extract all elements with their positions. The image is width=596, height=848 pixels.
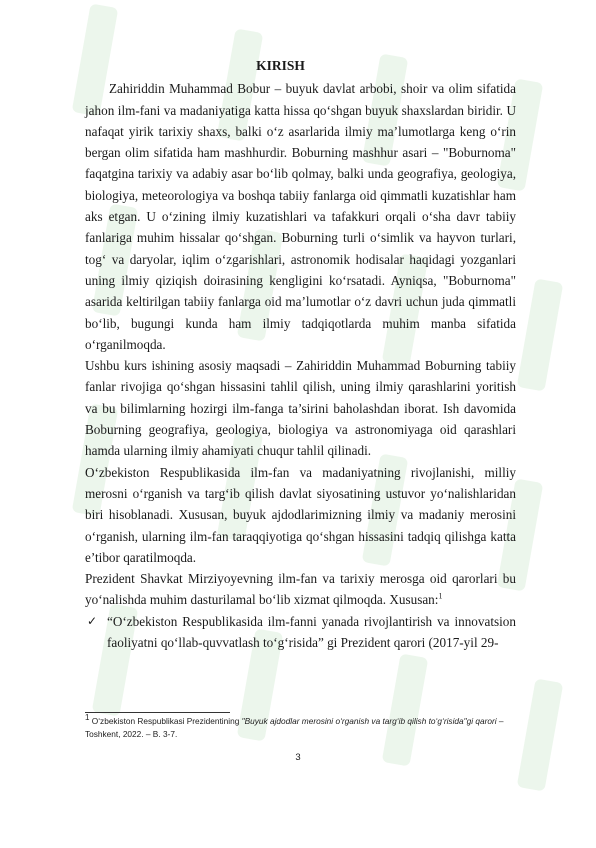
paragraph-2: Ushbu kurs ishining asosiy maqsadi – Zahiriddin Muhammad Boburning tabiiy fanlar rivojiga qo‘shgan hissasini tahlil qilish, uning ilmiy qarashlarini yoritish va bu bilimlarning hozirgi ilm-fanga ta’sirini baholashdan iborat. Ish davomida Boburning geografiya, geologiya, biologiya va astronomiyaga oid qarashlari hamda ularning ilmiy ahamiyati chuqur tahlil qilinadi. — [85, 358, 516, 459]
page-number: 3 — [295, 752, 301, 763]
watermark-mark — [517, 278, 564, 391]
watermark-mark — [517, 678, 564, 791]
footnote-number: 1 — [85, 713, 90, 723]
watermark-mark — [382, 653, 429, 766]
footnote — [85, 715, 516, 741]
footnote-text-after: – Toshkent, 2022. – B. 3-7. — [85, 716, 504, 739]
list-item-text: “O‘zbekiston Respublikasida ilm-fanni yanada rivojlantirish va innovatsion faoliyatni qo‘llab-quvvatlash to‘g‘risida” gi Prezident qarori (2017-yil 29- — [107, 613, 516, 651]
paragraph-4-text: Prezident Shavkat Mirziyoyevning ilm-fan va tarixiy merosga oid qarorlari bu yo‘nalishda muhim dasturilamal bo‘lib xizmat qilmoqda. Xususan: — [85, 571, 516, 608]
footnote-ref[interactable]: 1 — [438, 592, 443, 602]
paragraph-1: Zahiriddin Muhammad Bobur – buyuk davlat arbobi, shoir va olim sifatida jahon ilm-fani va madaniyatiga katta hissa qo‘shgan buyuk shaxslardan biridir. U nafaqat yirik tarixiy shaxs, balki o‘z asarlarida ilmiy ma’lumotlarga keng o‘rin bergan olim sifatida ham mashhurdir. Boburning mashhur asari – "Boburnoma" faqatgina tarixiy va adabiy asar bo‘lib qolmay, balki unda geografiya, geologiya, biologiya, meteorologiya va boshqa tabiiy fanlarga oid qimmatli kuzatishlar ham aks etgan. U o‘zining ilmiy kuzatishlari va tafakkuri orqali o‘sha davr tabiiy fanlariga muhim hissalar qo‘shgan. Boburning turli o‘simlik va hayvon turlari, tog‘ va daryolar, iqlim o‘zgarishlari, astronomik hodisalar haqidagi yozganlari uning ilmiy qiziqish doirasining kengligini ko‘rsatadi. Ayniqsa, "Boburnoma" asarida keltirilgan tabiiy fanlarga oid ma’lumotlar o‘z davri uchun juda qimmatli bo‘lib, bugungi kunda ham ilmiy tadqiqotlarda muhim manba sifatida o‘rganilmoqda. — [85, 81, 516, 352]
list-item — [85, 611, 516, 654]
footnote-divider — [85, 712, 230, 713]
footnote-text-italic: "Buyuk ajdodlar merosini o‘rganish va targ‘ib qilish to‘g‘risida"gi qarori — [241, 716, 497, 726]
paragraph-3: O‘zbekiston Respublikasida ilm-fan va madaniyatning rivojlanishi, milliy merosni o‘rganish va targ‘ib qilish davlat siyosatining ustuvor yo‘nalishlaridan biri hisoblanadi. Xususan, buyuk ajdodlarimizning ilmiy va madaniy merosini o‘rganish, ularning ilm-fan taraqqiyotiga qo‘shgan hissasini tadqiq qilishga katta e’tibor qaratilmoqda. — [85, 464, 516, 565]
document-body — [85, 55, 516, 653]
checkmark-icon: ✓ — [87, 613, 98, 628]
footnote-text-before: O‘zbekiston Respublikasi Prezidentining — [89, 716, 242, 726]
paragraph-4 — [85, 568, 516, 611]
section-title: KIRISH — [256, 58, 305, 73]
